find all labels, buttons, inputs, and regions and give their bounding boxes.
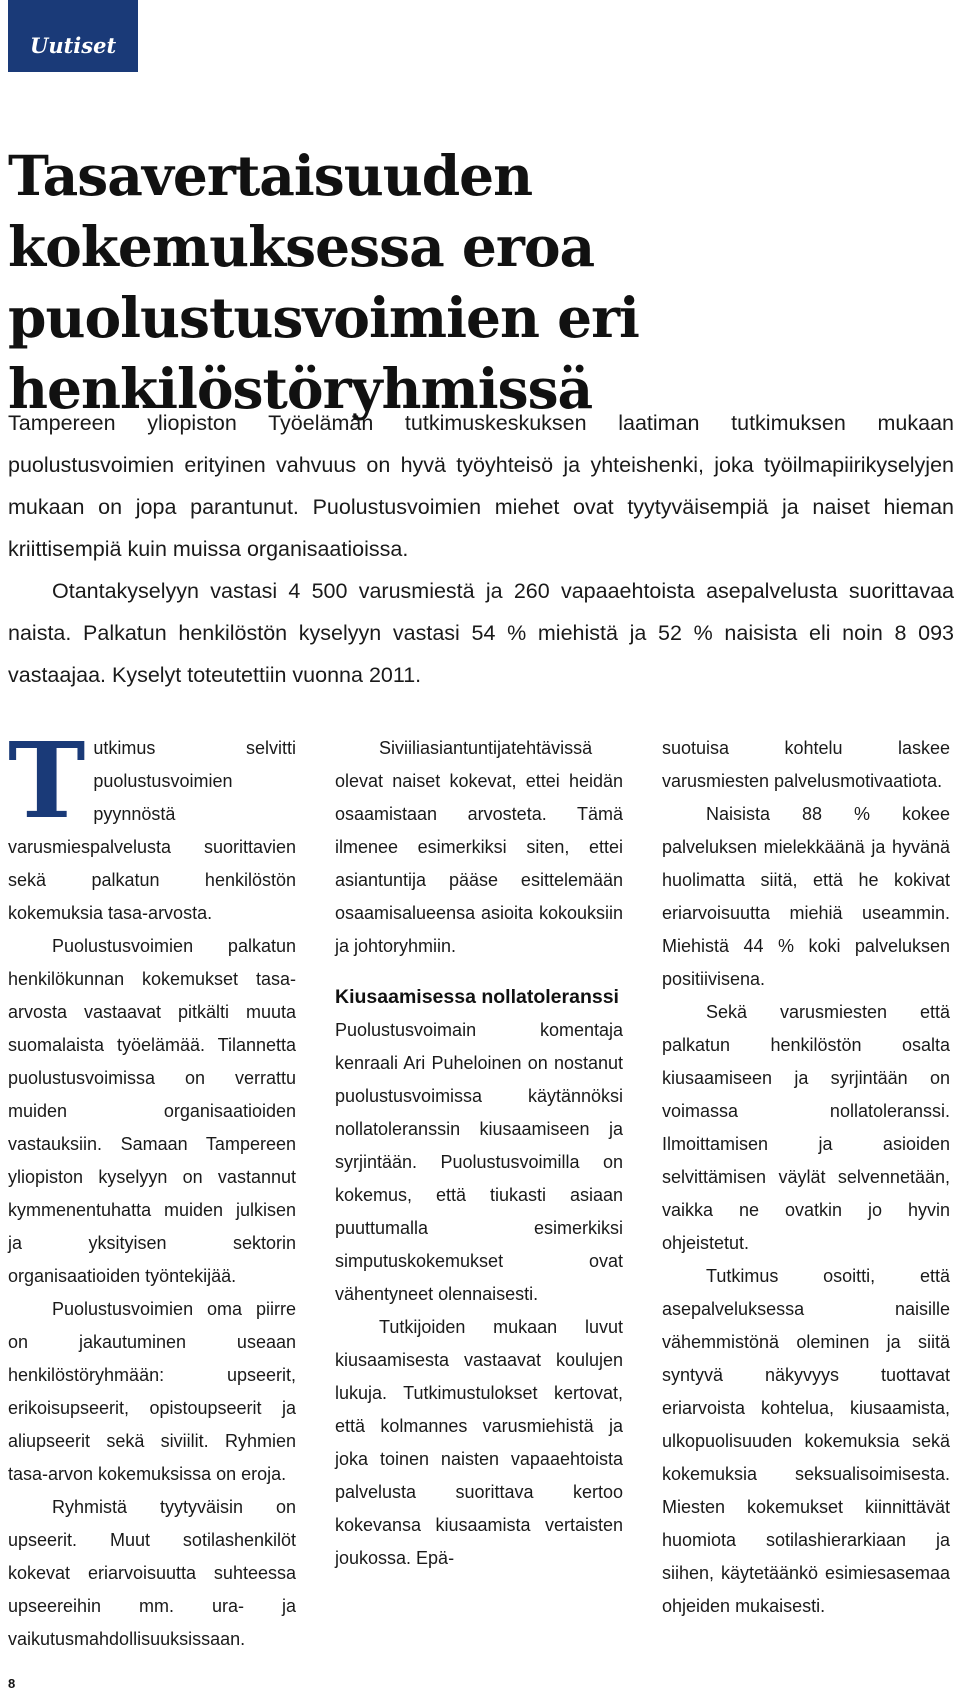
lead-paragraph: Otantakyselyyn vastasi 4 500 varusmiestä ja 260 vapaaehtoista asepalvelusta suorittavaa naista. Palkatun henkilöstön kyselyyn vastasi 54 % miehistä ja 52 % naisista eli noin 8 093 vastaajaa. Kyselyt toteutettiin vuonna 2011. — [8, 579, 954, 687]
section-tag-label: Uutiset — [30, 33, 117, 58]
body-paragraph: Ryhmistä tyytyväisin on upseerit. Muut sotilashenkilöt kokevat eriarvoisuutta suhteessa upseereihin mm. ura- ja vaikutusmahdollisuuksissaan. — [8, 1497, 296, 1649]
body-paragraph: Puolustusvoimien oma piirre on jakautuminen useaan henkilöstöryhmään: upseerit, erikoisupseerit, opistoupseerit ja aliupseerit sekä siviilit. Ryhmien tasa-arvon kokemuksissa on eroja. — [8, 1299, 296, 1484]
page-number: 8 — [8, 1676, 16, 1691]
body-paragraph: Puolustusvoimain komentaja kenraali Ari Puheloinen on nostanut puolustusvoimissa käytännöksi nollatoleranssin kiusaamiseen ja syrjintään. Puolustusvoimilla on kokemus, että tiukasti asiaan puuttumalla esimerkiksi simputuskokemukset ovat vähentyneet olennaisesti. — [335, 1020, 623, 1304]
body-paragraph: Tutkijoiden mukaan luvut kiusaamisesta vastaavat koulujen lukuja. Tutkimustulokset kertovat, että kolmannes varusmiehistä ja joka toinen naisten vapaaehtoista palvelusta suorittava kertoo kokevansa kiusaamista vertaisten joukossa. Epä- — [335, 1317, 623, 1568]
body-paragraph: Siviiliasiantuntijatehtävissä olevat naiset kokevat, ettei heidän osaamistaan arvosteta. Tämä ilmenee esimerkiksi siten, ettei asiantuntija pääse esittelemään osaamisalueensa asioita kokouksiin ja johtoryhmiin. — [335, 738, 623, 956]
body-paragraph — [8, 719, 296, 930]
lead-paragraph: Tampereen yliopiston Työelämän tutkimuskeskuksen laatiman tutkimuksen mukaan puolustusvoimien erityinen vahvuus on hyvä työyhteisö ja yhteishenki, joka työilmapiirikyselyjen mukaan on jopa parantunut. Puolustusvoimien miehet ovat tyytyväisempiä ja naiset hieman kriittisempiä kuin muissa organisaatioissa. — [8, 411, 954, 561]
body-paragraph: Puolustusvoimien palkatun henkilökunnan kokemukset tasa-arvosta vastaavat pitkälti muuta suomalaista työelämää. Tilannetta puolustusvoimissa on verrattu muiden organisaatioiden vastauksiin. Samaan Tampereen yliopiston kyselyyn on vastannut kymmenentuhatta muiden julkisen ja yksityisen sektorin organisaatioiden työntekijää. — [8, 936, 296, 1286]
section-tag — [8, 0, 138, 72]
body-paragraph: Sekä varusmiesten että palkatun henkilöstön osalta kiusaamiseen ja syrjintään on voimassa nollatoleranssi. Ilmoittamisen ja asioiden selvittämisen väylät selvennetään, vaikka ne ovatkin jo hyvin ohjeistetut. — [662, 1002, 950, 1253]
article-column-2 — [335, 732, 623, 1575]
drop-cap: T — [8, 719, 86, 842]
article-lead — [8, 402, 954, 696]
body-paragraph: suotuisa kohtelu laskee varusmiesten palvelusmotivaatiota. — [662, 738, 950, 791]
article-subheading: Kiusaamisessa nollatoleranssi — [335, 986, 619, 1008]
body-paragraph: Tutkimus osoitti, että asepalveluksessa naisille vähemmistönä oleminen ja siitä syntyvä näkyvyys tuottavat eriarvoista kohtelua, kiusaamista, ulkopuolisuuden kokemuksia sekä kokemuksia seksualisoimisesta. Miesten kokemukset kiinnittävät huomiota sotilashierarkiaan ja siihen, käytetäänkö esimiesasemaa ohjeiden mukaisesti. — [662, 1266, 950, 1616]
article-headline: Tasavertaisuuden kokemuksessa eroa puolustusvoimien eri henkilöstöryhmissä — [8, 143, 639, 421]
article-column-3 — [662, 732, 950, 1623]
body-paragraph: Naisista 88 % kokee palveluksen mielekkäänä ja hyvänä huolimatta siitä, että he kokivat eriarvoisuutta miehiä useammin. Miehistä 44 % koki palveluksen positiivisena. — [662, 804, 950, 989]
body-text: utkimus selvitti puolustusvoimien pyynnöstä varusmiespalvelusta suorittavien sekä palkatun henkilöstön kokemuksia tasa-arvosta. — [8, 738, 296, 923]
article-column-1 — [8, 719, 296, 1656]
